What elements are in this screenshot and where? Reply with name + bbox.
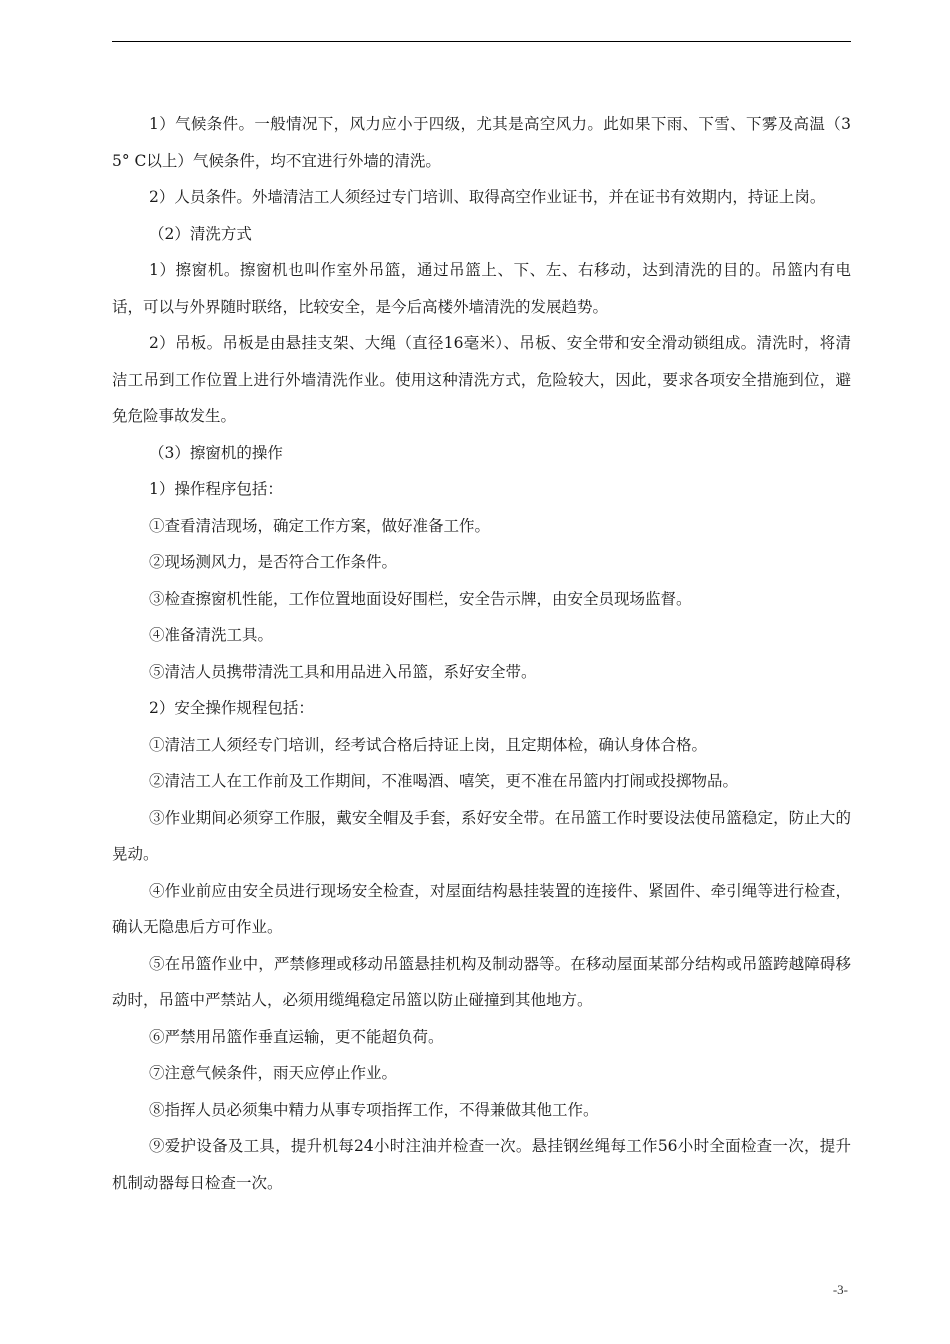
paragraph: 1）擦窗机。擦窗机也叫作室外吊篮，通过吊篮上、下、左、右移动，达到清洗的目的。吊篮内有电话，可以与外界随时联络，比较安全，是今后高楼外墙清洗的发展趋势。 — [112, 261, 851, 316]
paragraph: 2）人员条件。外墙清洁工人须经过专门培训、取得高空作业证书，并在证书有效期内，持证上岗。 — [149, 188, 826, 206]
list-item: ③作业期间必须穿工作服，戴安全帽及手套，系好安全带。在吊篮工作时要设法使吊篮稳定，防止大的晃动。 — [112, 808, 851, 863]
list-item: ②现场测风力，是否符合工作条件。 — [149, 553, 398, 571]
paragraph: 2）安全操作规程包括： — [149, 699, 314, 717]
document-body — [112, 106, 851, 1201]
paragraph: 1）操作程序包括： — [149, 480, 283, 498]
list-item: ⑤清洁人员携带清洗工具和用品进入吊篮，系好安全带。 — [149, 662, 537, 681]
paragraph: 1）气候条件。一般情况下，风力应小于四级，尤其是高空风力。此如果下雨、下雪、下雾及高温（35° C以上）气候条件，均不宜进行外墙的清洗。 — [112, 115, 851, 170]
list-item: ⑤在吊篮作业中，严禁修理或移动吊篮悬挂机构及制动器等。在移动屋面某部分结构或吊篮跨越障碍移动时，吊篮中严禁站人，必须用缆绳稳定吊篮以防止碰撞到其他地方。 — [112, 954, 851, 1009]
paragraph: 2）吊板。吊板是由悬挂支架、大绳（直径16毫米）、吊板、安全带和安全滑动锁组成。清洗时，将清洁工吊到工作位置上进行外墙清洗作业。使用这种清洗方式，危险较大，因此，要求各项安全措施到位，避免危险事故发生。 — [112, 334, 851, 425]
list-item: ③检查擦窗机性能，工作位置地面设好围栏，安全告示牌，由安全员现场监督。 — [149, 589, 692, 608]
list-item: ⑦注意气候条件，雨天应停止作业。 — [149, 1064, 398, 1082]
page-number: -3- — [832, 1282, 848, 1297]
section-heading: （3）擦窗机的操作 — [149, 443, 283, 462]
list-item: ④准备清洗工具。 — [149, 626, 274, 644]
list-item: ①查看清洁现场，确定工作方案，做好准备工作。 — [149, 516, 491, 535]
list-item: ⑧指挥人员必须集中精力从事专项指挥工作，不得兼做其他工作。 — [149, 1100, 599, 1119]
list-item: ④作业前应由安全员进行现场安全检查，对屋面结构悬挂装置的连接件、紧固件、牵引绳等进行检查，确认无隐患后方可作业。 — [112, 881, 851, 936]
header-rule — [112, 41, 851, 42]
list-item: ⑨爱护设备及工具，提升机每24小时注油并检查一次。悬挂钢丝绳每工作56小时全面检查一次，提升机制动器每日检查一次。 — [112, 1137, 851, 1192]
list-item: ⑥严禁用吊篮作垂直运输，更不能超负荷。 — [149, 1027, 444, 1046]
section-heading: （2）清洗方式 — [149, 224, 252, 243]
list-item: ①清洁工人须经专门培训，经考试合格后持证上岗，且定期体检，确认身体合格。 — [149, 735, 708, 754]
list-item: ②清洁工人在工作前及工作期间，不准喝酒、嘻笑，更不准在吊篮内打闹或投掷物品。 — [149, 772, 739, 790]
